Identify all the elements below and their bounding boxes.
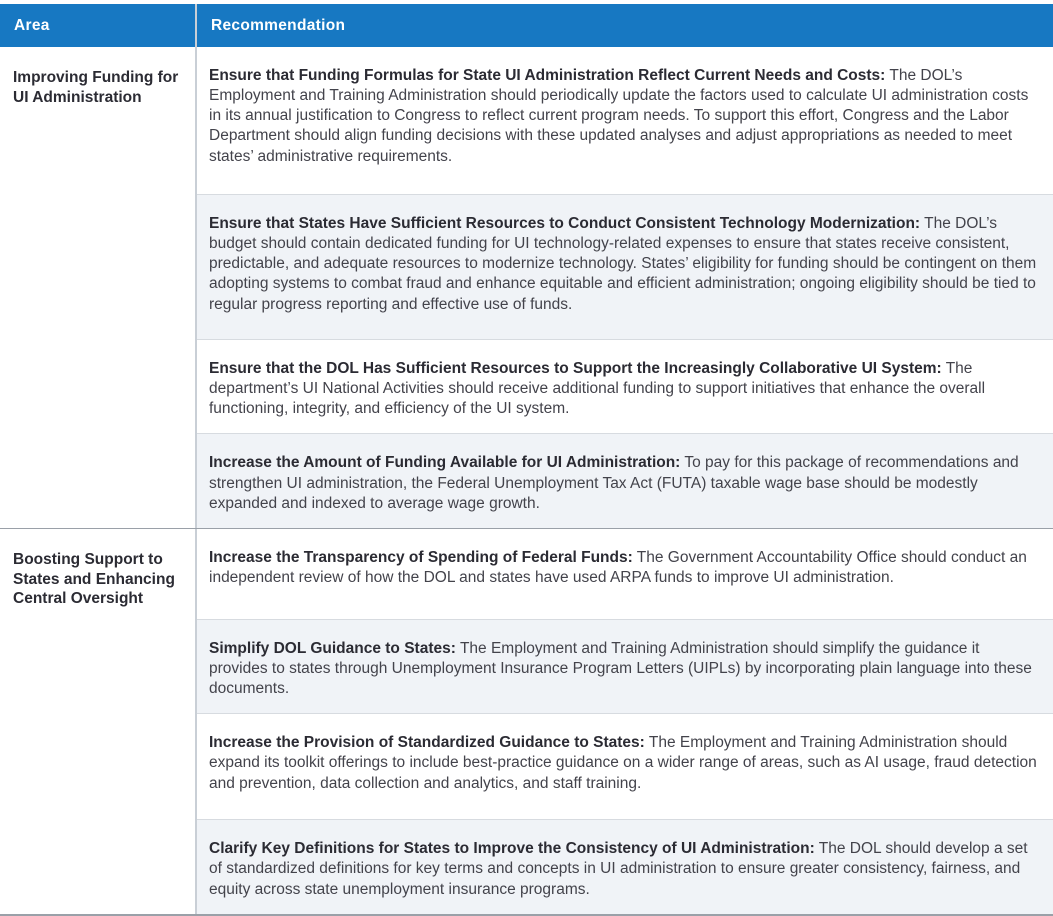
- recommendation-cell: [197, 339, 1053, 433]
- recommendation-title: Ensure that the DOL Has Sufficient Resources to Support the Increasingly Collaborative UI System:: [209, 360, 942, 377]
- area-group-boosting-support: [0, 528, 1053, 914]
- area-group-improving-funding: [0, 47, 1053, 528]
- table-header-row: [0, 4, 1053, 47]
- recommendation-cell: [197, 619, 1053, 713]
- recommendation-body: To pay for this package of recommendations and strengthen UI administration, the Federal Unemployment Tax Act (FUTA) taxable wage base should be modestly expanded and indexed to average wage growth.: [209, 454, 1019, 512]
- recommendation-cell: [197, 529, 1053, 619]
- recommendation-body: The DOL’s Employment and Training Administration should periodically update the factors used to calculate UI administration costs in its annual justification to Congress to reflect current program needs. To support this effort, Congress and the Labor Department should align funding decisions with these updated analyses and adjust appropriations as needed to meet states’ administrative requirements.: [209, 67, 1029, 165]
- recommendation-title: Ensure that Funding Formulas for State UI Administration Reflect Current Needs and Costs:: [209, 67, 886, 84]
- column-header-recommendation: Recommendation: [211, 17, 346, 34]
- area-cell-boosting-support: Boosting Support to States and Enhancing Central Oversight: [0, 529, 197, 914]
- recommendation-stack: [197, 529, 1053, 914]
- recommendation-body: The DOL’s budget should contain dedicated funding for UI technology-related expenses to ensure that states receive consistent, predictable, and adequate resources to modernize technology. States’ eligibility for funding should be contingent on them adopting systems to combat fraud and enhance equitable and efficient administration; ongoing eligibility should be tied to regular progress reporting and effective use of funds.: [209, 215, 1037, 313]
- recommendation-title: Increase the Provision of Standardized Guidance to States:: [209, 734, 645, 752]
- column-header-area: Area: [0, 4, 197, 47]
- recommendation-body: The Government Accountability Office should conduct an independent review of how the DOL and states have used ARPA funds to improve UI administration.: [209, 548, 1027, 586]
- recommendation-title: Increase the Transparency of Spending of Federal Funds:: [209, 548, 633, 566]
- recommendation-body: The Employment and Training Administration should expand its toolkit offerings to include best-practice guidance on a wider range of areas, such as AI usage, fraud detection and prevention, data collection and analytics, and staff training.: [209, 734, 1037, 792]
- recommendation-cell: [197, 433, 1053, 527]
- recommendation-body: The department’s UI National Activities should receive additional funding to support initiatives that enhance the overall functioning, integrity, and efficiency of the UI system.: [209, 360, 986, 418]
- area-cell-improving-funding: Improving Funding for UI Administration: [0, 47, 197, 528]
- recommendation-title: Simplify DOL Guidance to States:: [209, 639, 456, 657]
- recommendation-body: The Employment and Training Administration should simplify the guidance it provides to states through Unemployment Insurance Program Letters (UIPLs) by incorporating plain language into these documents.: [209, 639, 1032, 698]
- recommendation-stack: [197, 47, 1053, 528]
- recommendation-title: Ensure that States Have Sufficient Resources to Conduct Consistent Technology Modernization:: [209, 215, 921, 232]
- recommendation-title: Increase the Amount of Funding Available for UI Administration:: [209, 454, 681, 472]
- recommendation-cell: [197, 194, 1053, 339]
- recommendation-cell: [197, 819, 1053, 913]
- recommendation-cell: [197, 713, 1053, 819]
- recommendation-title: Clarify Key Definitions for States to Improve the Consistency of UI Administration:: [209, 840, 815, 858]
- recommendation-body: The DOL should develop a set of standardized definitions for key terms and concepts in UI administration to ensure greater consistency, fairness, and equity across state unemployment insurance programs.: [209, 840, 1028, 898]
- recommendation-cell: [197, 47, 1053, 194]
